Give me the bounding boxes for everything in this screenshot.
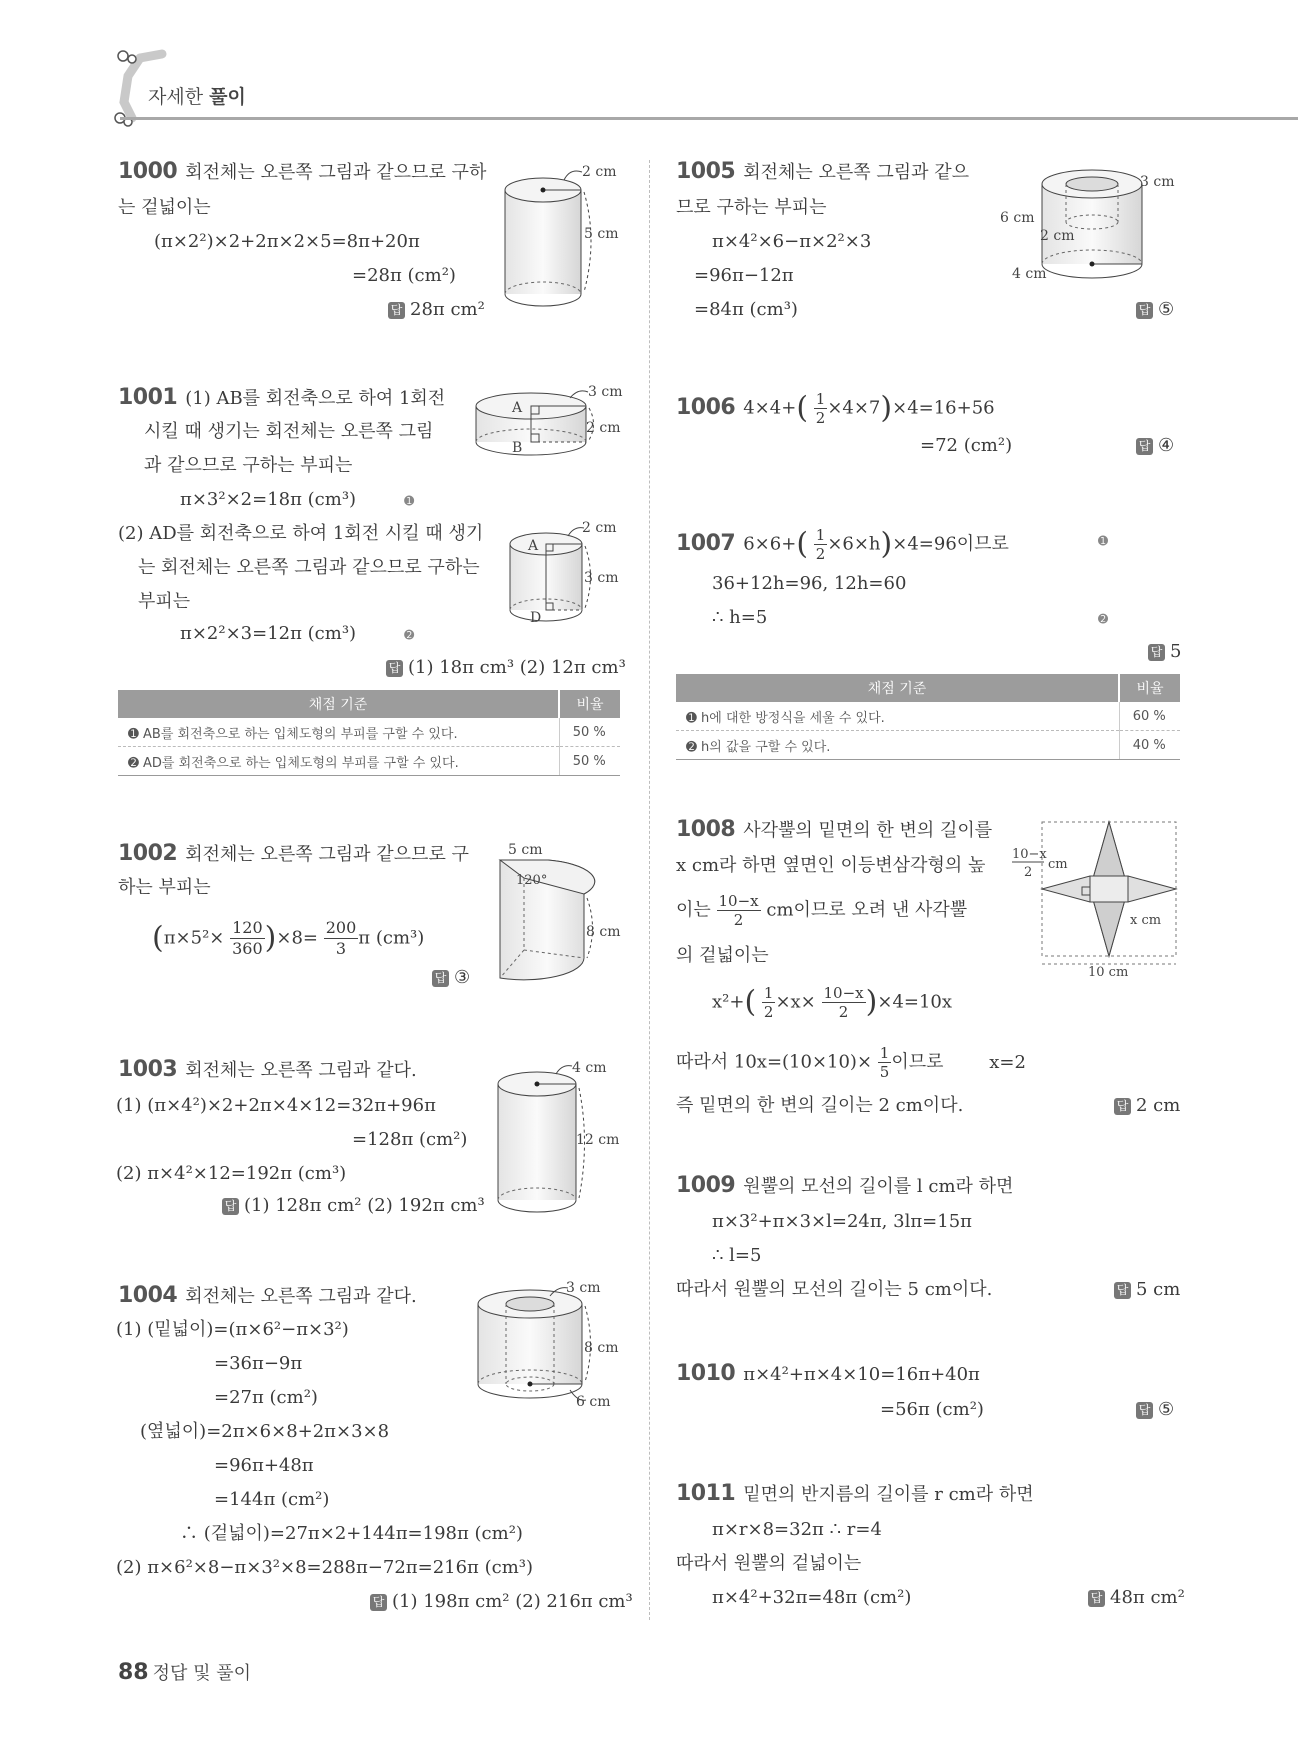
svg-text:8 cm: 8 cm [584,1340,619,1356]
svg-text:2 cm: 2 cm [582,164,617,180]
svg-text:A: A [512,400,523,416]
svg-text:2 cm: 2 cm [586,420,621,436]
svg-text:4 cm: 4 cm [572,1060,607,1076]
grading-table-1001: 채점 기준 비율 ➊ AB를 회전축으로 하는 입체도형의 부피를 구할 수 있다. 50 % ➋ AD를 회전축으로 하는 입체도형의 부피를 구할 수 있다. 50 % [118,690,620,776]
hollow-cylinder-figure-1004 [470,1280,630,1410]
cylinder-figure-1001-1 [470,382,630,472]
svg-text:10 cm: 10 cm [1088,965,1129,980]
svg-text:4 cm: 4 cm [1012,266,1047,282]
cylinder-figure-1000 [490,160,630,310]
svg-text:10−x: 10−x [1012,847,1047,862]
volume-formula-1002: (π×5²× $\frac{120}{360}$ )×8= $\frac{200}{3}$ π (cm³) [152,918,425,958]
page-header-title: 자세한 풀이 [148,86,246,108]
svg-text:2 cm: 2 cm [1040,228,1075,244]
svg-text:D: D [530,610,542,626]
line-1008-3: 이는 $\frac{10-x}{2}$ cm이므로 오려 낸 사각뿔 [676,892,968,929]
svg-text:2: 2 [1024,865,1033,880]
svg-text:5 cm: 5 cm [508,842,543,858]
column-divider [649,160,650,1620]
svg-text:5 cm: 5 cm [584,226,619,242]
grading-table-1007: 채점 기준 비율 ➊ h에 대한 방정식을 세울 수 있다. 60 % ➋ h의 값을 구할 수 있다. 40 % [676,674,1180,760]
svg-text:6 cm: 6 cm [1000,210,1035,226]
svg-text:12 cm: 12 cm [576,1132,620,1148]
cylinder-figure-1003 [490,1060,630,1220]
svg-text:6 cm: 6 cm [576,1394,611,1410]
sector-prism-figure-1002 [494,838,634,988]
line-1008-6: 따라서 10x=(10×10)× $\frac{1}{5}$ 이므로 x=2 [676,1044,1026,1081]
net-figure-1008 [1006,814,1186,984]
svg-text:B: B [512,440,523,456]
table-row: ➊ AB를 회전축으로 하는 입체도형의 부피를 구할 수 있다. 50 % [118,718,620,747]
formula-1006: 1006 4×4+( $\frac{1}{2}$ ×4×7)×4=16+56 [676,390,995,427]
svg-text:A: A [528,538,539,554]
table-row: ➋ h의 값을 구할 수 있다. 40 % [676,731,1180,760]
svg-text:2 cm: 2 cm [582,520,617,536]
svg-text:cm: cm [1048,857,1068,872]
svg-text:3 cm: 3 cm [588,384,623,400]
line-1008-5: x²+( $\frac{1}{2}$ ×x× $\frac{10-x}{2}$ )×4=10x [712,984,953,1021]
table-row: ➋ AD를 회전축으로 하는 입체도형의 부피를 구할 수 있다. 50 % [118,747,620,776]
cylinder-figure-1001-2 [500,520,630,630]
svg-text:3 cm: 3 cm [584,570,619,586]
page-footer: 88 정답 및 풀이 [118,1660,252,1685]
svg-text:8 cm: 8 cm [586,924,621,940]
svg-text:x cm: x cm [1130,913,1162,928]
svg-text:120°: 120° [516,873,548,888]
table-row: ➊ h에 대한 방정식을 세울 수 있다. 60 % [676,702,1180,731]
svg-text:3 cm: 3 cm [566,1280,601,1296]
formula-1007: 1007 6×6+( $\frac{1}{2}$ ×6×h)×4=96이므로 [676,526,1009,563]
hollow-cylinder-figure-1005 [996,160,1186,290]
svg-text:3 cm: 3 cm [1140,174,1175,190]
header-rule [120,117,1298,120]
